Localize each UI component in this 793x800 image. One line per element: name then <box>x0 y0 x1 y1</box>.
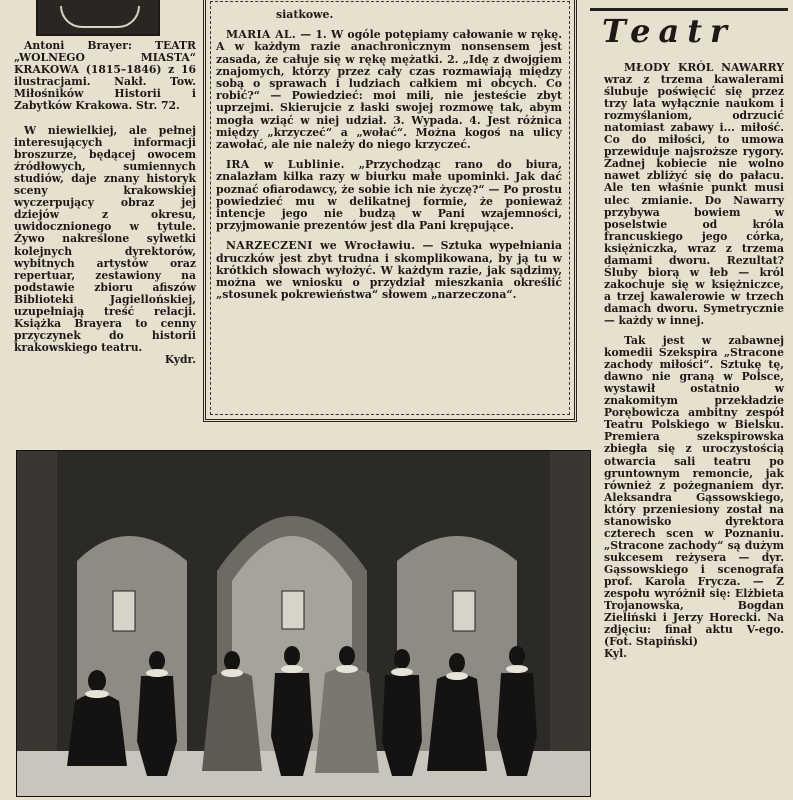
book-review-column <box>14 40 196 366</box>
left-pillar <box>17 451 57 796</box>
letter-ira <box>216 159 562 232</box>
lantern-center <box>282 591 304 629</box>
letter-maria <box>216 29 562 151</box>
stage-photo <box>16 450 591 797</box>
letters-box <box>203 0 577 422</box>
right-pillar <box>550 451 590 796</box>
ornament-icon <box>60 6 140 28</box>
letter-text: „Przychodząc rano do biura, znalazłam kilka razy w biurku małe upominki. Jak dać poznać ofiarodawcy, że sobie ich nie życzę?“ — Po prostu powiedzieć mu w delikatnej formie, że ponieważ intencje jego nie budzą w Pani wzajemności, przyjmowanie prezentów jest dla Pani krępujące. <box>216 158 562 233</box>
letter-name: NARZECZENI we Wrocławiu. <box>226 239 416 253</box>
book-cover-image <box>36 0 160 36</box>
stage-photo-drawing <box>17 451 590 796</box>
lantern-left <box>113 591 135 631</box>
letter-text: — 1. W ogóle potępiamy całowanie w rękę. A w każdym razie anachronicznym nonsensem jest zasada, że całuje się w rękę mężatki. 2. „Idę z dwojgiem znajomych, którzy przez cały czas rozmawiają między sobą o sprawach i ludziach całkiem mi obcych. Co robić?“ — Powiedzieć: moi mili, nie jesteście zbyt uprzejmi. Skierujcie z łaski swojej rozmowę tak, abym mogła wziąć w niej udział. 3. Wypada. 4. Jest różnica między „krzyczeć“ a „wołać“. Można kogoś na ulicy zawołać, ale nie należy do niego krzyczeć. <box>216 28 562 152</box>
article-paragraph-1: MŁODY KRÓL NAWARRY wraz z trzema kawalerami ślubuje poświęcić się przez trzy lata wyłącznie naukom i rozmyślaniom, odrzucić natomiast zabawy i... miłość. Co do miłości, to umowa przewiduje najsroższe rygory. Żadnej kobiecie nie wolno nawet zbliżyć się do pałacu. Ale ten właśnie punkt musi ulec zmianie. Do Nawarry przybywa bowiem w poselstwie od króla francuskiego jego córka, księżniczka, wraz z trzema damami dworu. Rezultat? Śluby biorą w łeb — król zakochuje się w księżniczce, a trzej kawalerowie w trzech damach dworu. Symetrycznie — każdy w innej. <box>604 61 784 327</box>
letter-text: — Sztuka wypełniania druczków jest zbyt trudna i skomplikowana, by ją tu w krótkich słowach wyłożyć. W każdym razie, jak sądzimy, można we wniosku o przydział mieszkania określić „stosunek pokrewieństwa“ słowem „narzeczona“. <box>216 239 563 302</box>
letter-name: IRA w Lublinie. <box>226 158 345 172</box>
lantern-right <box>453 591 475 631</box>
book-intro: Antoni Brayer: TEATR „WOLNEGO MIASTA“ KRAKOWA (1815–1846) z 16 ilustracjami. Nakł. Tow. Miłośników Historii i Zabytków Krakowa. Str. 72. <box>14 39 196 113</box>
review-signature: Kydr. <box>164 353 196 367</box>
top-fragment: siatkowe. <box>276 8 334 21</box>
theatre-article <box>604 62 784 660</box>
review-text: W niewielkiej, ale pełnej interesujących informacji broszurze, będącej owocem źródłowych, sumiennych studiów, daje znany historyk sceny krakowskiej wyczerpujący obraz jej dziejów z okresu, uwidocznionego w tytule. Żywo nakreślone sylwetki kolejnych dyrektorów, wybitnych artystów oraz repertuar, zestawiony na podstawie zbioru afiszów Biblioteki Jagiellońskiej, uzupełniają treść relacji. Książka Brayera to cenny przyczynek do historii krakowskiego teatru. <box>14 123 196 355</box>
article-paragraph-2: Tak jest w zabawnej komedii Szekspira „Stracone zachody miłości“. Sztukę tę, dawno nie graną w Polsce, wystawił ostatnio w znakomitym przekładzie Porębowicza ambitny zespół Teatru Polskiego w Bielsku. Premiera szekspirowska zbiegła się z uroczystością otwarcia sali teatru po gruntownym remoncie, jak również z pożegnaniem dyr. Aleksandra Gąssowskiego, który przeniesiony został na stanowisko dyrektora czterech scen w Poznaniu. „Stracone zachody“ są dużym sukcesem reżysera — dyr. Gąssowskiego i scenografa prof. Karola Frycza. — Z zespołu wyróżnił się: Elżbieta Trojanowska, Bogdan Zieliński i Jerzy Horecki. Na zdjęciu: finał aktu V-ego. (Fot. Stapiński) <box>604 334 784 649</box>
letter-narzeczeni <box>216 240 562 301</box>
letter-name: MARIA AL. <box>226 28 296 42</box>
section-title: Teatr <box>602 12 735 50</box>
article-signature: Kyl. <box>604 647 628 661</box>
header-rule <box>590 8 788 11</box>
section-header <box>590 8 788 48</box>
